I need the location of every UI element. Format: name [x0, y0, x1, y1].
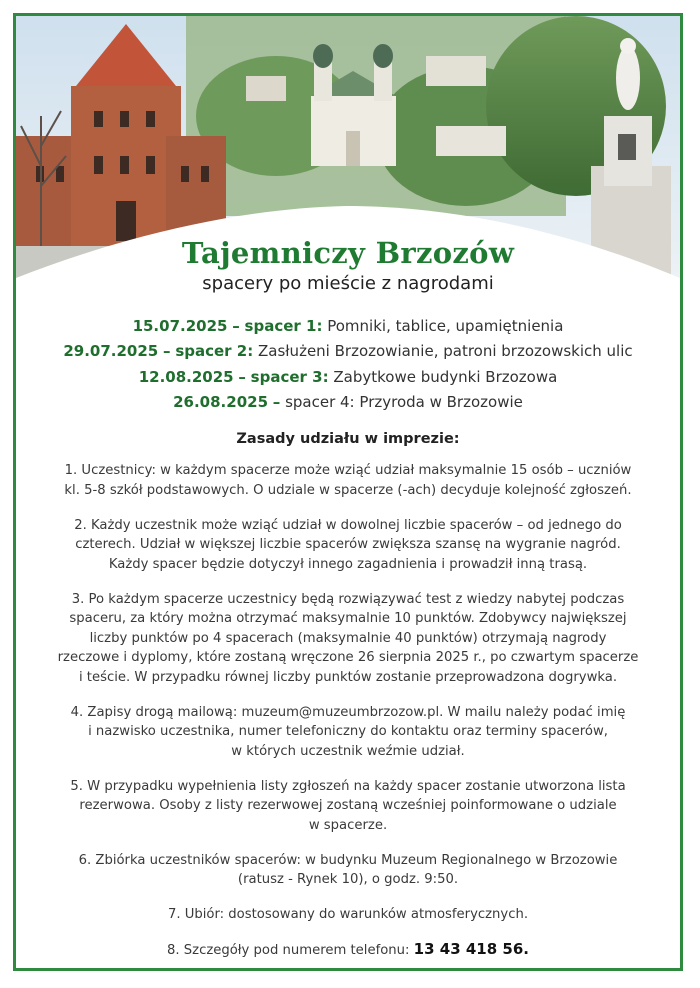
- walk-topic: Zasłużeni Brzozowianie, patroni brzozowskich ulic: [258, 342, 633, 361]
- walk-date: 12.08.2025: [138, 367, 234, 386]
- rule-line: 1. Uczestnicy: w każdym spacerze może wziąć udział maksymalnie 15 osób – uczniów: [64, 463, 632, 478]
- rule-item: [36, 590, 660, 688]
- poster-subtitle: spacery po mieście z nagrodami: [202, 273, 494, 294]
- walk-item: [16, 365, 680, 390]
- rule-line: w spacerze.: [308, 817, 388, 833]
- rule-item: [36, 777, 660, 836]
- walk-label: spacer 1:: [244, 317, 323, 335]
- rule-line: kl. 5-8 szkół podstawowych. O udziale w spacerze (-ach) decyduje kolejność zgłoszeń.: [64, 482, 632, 498]
- walk-separator: –: [272, 392, 281, 411]
- rule-line: i nazwisko uczestnika, numer telefoniczny do kontaktu oraz terminy spacerów,: [88, 724, 608, 739]
- walk-label: spacer 3:: [250, 367, 329, 386]
- walk-date: 15.07.2025: [132, 317, 228, 335]
- rule-line: rezerwowa. Osoby z listy rezerwowej zostaną wcześniej poinformowane o udziale: [79, 798, 617, 813]
- rule-line: Każdy spacer będzie dotyczył innego zagadnienia i prowadził inną trasą.: [108, 556, 588, 572]
- walk-date: 26.08.2025: [173, 392, 269, 411]
- rule-line: (ratusz - Rynek 10), o godz. 9:50.: [237, 872, 459, 887]
- contact-rule: [36, 940, 660, 961]
- rule-line: 5. W przypadku wypełnienia listy zgłoszeń na każdy spacer zostanie utworzona lista: [70, 778, 626, 794]
- walk-item: [16, 339, 680, 364]
- rule-line: 7. Ubiór: dostosowany do warunków atmosferycznych.: [167, 907, 529, 922]
- walk-date: 29.07.2025: [63, 342, 159, 361]
- rule-item: [36, 703, 660, 762]
- contact-text: 8. Szczegóły pod numerem telefonu:: [167, 943, 410, 958]
- walk-schedule: [16, 314, 680, 415]
- rule-item: [36, 516, 660, 575]
- walk-item: [16, 314, 680, 339]
- walk-topic: Pomniki, tablice, upamiętnienia: [327, 317, 564, 335]
- rule-line: czterech. Udział w większej liczbie spacerów zwiększa szansę na wygranie nagród.: [75, 537, 621, 552]
- rules-heading: Zasady udziału w imprezie:: [236, 431, 460, 447]
- rules-list: [36, 461, 660, 971]
- rule-line: spaceru, za który można otrzymać maksymalnie 10 punktów. Zdobywcy największej: [69, 611, 627, 626]
- walk-topic: Zabytkowe budynki Brzozowa: [333, 367, 558, 386]
- rule-item: [36, 851, 660, 890]
- walk-separator: –: [163, 342, 171, 361]
- rule-line: 4. Zapisy drogą mailową: muzeum@muzeumbrzozow.pl. W mailu należy podać imię: [70, 704, 626, 720]
- poster-title: Tajemniczy Brzozów: [181, 236, 515, 270]
- poster-frame: [13, 13, 683, 971]
- walk-label: spacer 4:: [285, 392, 355, 411]
- rule-line: liczby punktów po 4 spacerach (maksymalnie 40 punktów) otrzymają nagrody: [89, 630, 607, 646]
- walk-separator: –: [232, 317, 240, 335]
- walk-separator: –: [238, 367, 246, 386]
- contact-phone: 13 43 418 56.: [413, 940, 529, 958]
- rule-line: 2. Każdy uczestnik może wziąć udział w dowolnej liczbie spacerów – od jednego do: [74, 517, 622, 533]
- walk-topic: Przyroda w Brzozowie: [359, 392, 523, 411]
- rule-line: rzeczowe i dyplomy, które zostaną wręczone 26 sierpnia 2025 r., po czwartym spacerze: [57, 650, 639, 665]
- rule-line: w których uczestnik weźmie udział.: [231, 743, 465, 759]
- walk-item: [16, 390, 680, 415]
- rule-line: 3. Po każdym spacerze uczestnicy będą rozwiązywać test z wiedzy nabytej podczas: [71, 591, 625, 607]
- walk-label: spacer 2:: [175, 342, 254, 361]
- rule-line: 6. Zbiórka uczestników spacerów: w budynku Muzeum Regionalnego w Brzozowie: [78, 852, 618, 868]
- rule-line: i teście. W przypadku równej liczby punktów zostanie przeprowadzona dogrywka.: [78, 669, 618, 685]
- rule-item: [36, 461, 660, 500]
- rule-item: [36, 905, 660, 925]
